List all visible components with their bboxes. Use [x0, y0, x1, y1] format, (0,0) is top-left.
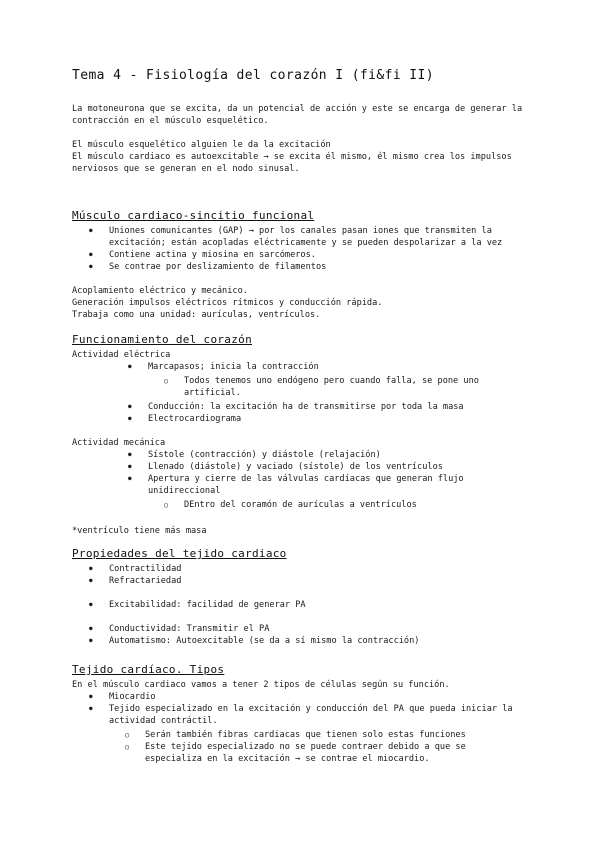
- list-item: [148, 473, 524, 511]
- list-item: ● Contractilidad: [109, 563, 524, 575]
- list-item: ● Automatismo: Autoexcitable (se da a sí mismo la contracción): [109, 635, 524, 647]
- list-item: ● Conductividad: Transmitir el PA: [109, 623, 524, 635]
- list-item-text: Marcapasos; inicia la contracción: [148, 362, 319, 372]
- section-heading: Músculo cardiaco-sincitio funcional: [72, 209, 315, 222]
- list-item: ○ Este tejido especializado no se puede contraer debido a que se especializa en la excitación → se contrae el miocardio.: [145, 741, 524, 765]
- text-line: Acoplamiento eléctrico y mecánico.: [72, 286, 248, 296]
- subheading: Actividad eléctrica: [72, 350, 171, 360]
- list-item: ○ DEntro del coramón de aurículas a ventrículos: [184, 499, 524, 511]
- list-item-text: Tejido especializado en la excitación y conducción del PA que pueda iniciar la actividad contráctil.: [109, 704, 513, 726]
- list-item: [109, 703, 524, 765]
- note: *ventrículo tiene más masa: [72, 526, 207, 536]
- bullet-list: [72, 563, 524, 647]
- bullet-list: [72, 691, 524, 765]
- section-heading: Propiedades del tejido cardiaco: [72, 547, 287, 560]
- list-item: ● Se contrae por deslizamiento de filamentos: [109, 261, 524, 273]
- list-item: ● Uniones comunicantes (GAP) → por los canales pasan iones que transmiten la excitación; están acopladas eléctricamente y se pueden despolarizar a la vez: [109, 225, 524, 249]
- list-item: ○ Serán también fibras cardiacas que tienen solo estas funciones: [145, 729, 524, 741]
- list-item: ● Conducción: la excitación ha de transmitirse por toda la masa: [148, 401, 524, 413]
- list-item: ● Electrocardiograma: [148, 413, 524, 425]
- intro-line: El músculo esquelético alguien le da la excitación: [72, 140, 331, 150]
- bullet-list: [72, 225, 524, 273]
- list-item: ● Contiene actina y miosina en sarcómeros.: [109, 249, 524, 261]
- intro-paragraph: La motoneurona que se excita, da un potencial de acción y este se encarga de generar la contracción en el músculo esquelético.: [72, 104, 523, 126]
- sub-list: [109, 729, 524, 765]
- list-item: ● Excitabilidad: facilidad de generar PA: [109, 599, 524, 611]
- list-item: ● Refractariedad: [109, 575, 524, 587]
- list-item: [148, 361, 524, 399]
- subheading: Actividad mecánica: [72, 438, 166, 448]
- bullet-list: [72, 361, 524, 425]
- bullet-list: [72, 449, 524, 511]
- document-body: [72, 103, 524, 767]
- sub-list: [148, 499, 524, 511]
- list-item: ● Sístole (contracción) y diástole (relajación): [148, 449, 524, 461]
- section-heading: Tejido cardíaco. Tipos: [72, 663, 225, 676]
- page-title: Tema 4 - Fisiología del corazón I (fi&fi II): [72, 68, 434, 83]
- intro-paragraph: El músculo cardiaco es autoexcitable → se excita él mismo, él mismo crea los impulsos nerviosos que se generan en el nodo sinusal.: [72, 152, 512, 174]
- text-line: Trabaja como una unidad: aurículas, ventrículos.: [72, 310, 321, 320]
- sub-list: [148, 375, 524, 399]
- text-line: En el músculo cardiaco vamos a tener 2 tipos de células según su función.: [72, 680, 450, 690]
- text-line: Generación impulsos eléctricos rítmicos y conducción rápida.: [72, 298, 383, 308]
- list-item-text: Apertura y cierre de las válvulas cardíacas que generan flujo unidireccional: [148, 474, 464, 496]
- section-heading: Funcionamiento del corazón: [72, 333, 252, 346]
- list-item: ● Llenado (diástole) y vaciado (sístole) de los ventrículos: [148, 461, 524, 473]
- list-item: ○ Todos tenemos uno endógeno pero cuando falla, se pone uno artificial.: [184, 375, 524, 399]
- list-item: ● Miocardio: [109, 691, 524, 703]
